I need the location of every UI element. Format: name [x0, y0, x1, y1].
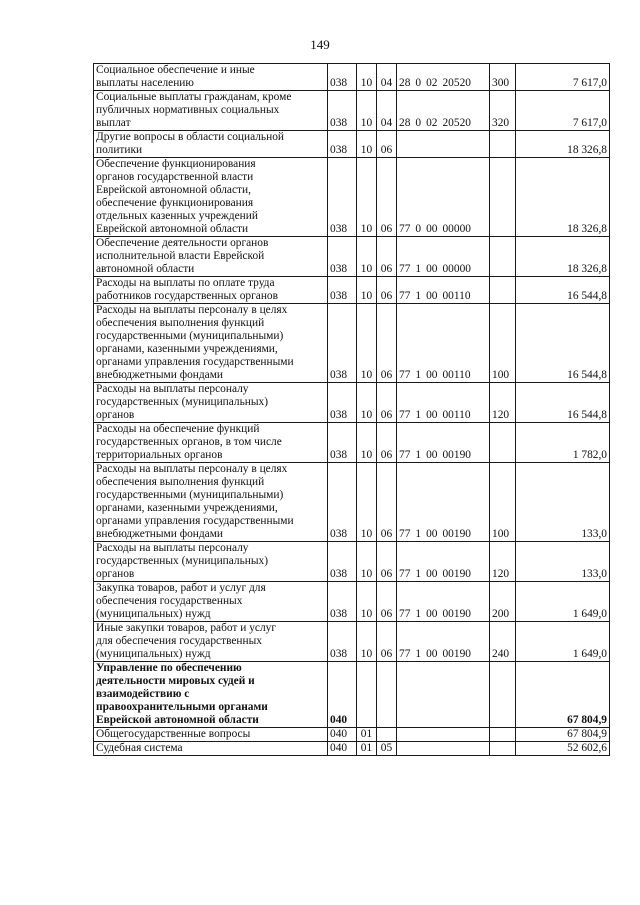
csr-code-part: 77 — [399, 528, 411, 540]
pr-code-cell: 06 — [377, 277, 397, 304]
rz-code-cell: 01 — [357, 728, 377, 742]
expense-name-line: Расходы на выплаты персоналу — [96, 542, 249, 554]
csr-code-cell — [397, 158, 490, 237]
sum-cell: 1 782,0 — [516, 423, 610, 463]
expense-name-line: Еврейской автономной области, — [96, 184, 251, 196]
expense-name-cell — [94, 304, 328, 383]
gr-code-cell: 038 — [328, 277, 357, 304]
gr-code-cell: 038 — [328, 304, 357, 383]
expense-name-line: (муниципальных) нужд — [96, 608, 211, 620]
rz-code-cell: 10 — [357, 158, 377, 237]
table-row — [94, 662, 610, 728]
gr-code-cell: 040 — [328, 662, 357, 728]
rz-code-cell: 10 — [357, 304, 377, 383]
csr-code-part: 1 — [415, 528, 422, 540]
table-row — [94, 742, 610, 756]
expense-name-line: органами, казенными учреждениями, — [96, 502, 278, 514]
expense-name-line: органами, казенными учреждениями, — [96, 343, 278, 355]
csr-code-cell — [397, 463, 490, 542]
sum-cell: 16 544,8 — [516, 304, 610, 383]
csr-code-part: 02 — [426, 117, 438, 129]
csr-code-part: 00190 — [442, 648, 471, 660]
expense-name-cell — [94, 542, 328, 582]
table-row — [94, 542, 610, 582]
gr-code-cell: 038 — [328, 131, 357, 158]
csr-code-part: 28 — [399, 117, 411, 129]
gr-code-cell: 038 — [328, 542, 357, 582]
page-number: 149 — [310, 37, 330, 52]
vr-code-cell: 320 — [490, 91, 516, 131]
csr-code-part: 00190 — [442, 528, 471, 540]
vr-code-cell — [490, 131, 516, 158]
expense-name-line: государственных (муниципальных) — [96, 555, 269, 567]
csr-code-part: 20520 — [442, 77, 471, 89]
vr-code-cell — [490, 423, 516, 463]
table-row — [94, 64, 610, 91]
expense-name-line: Обеспечение функционирования — [96, 158, 256, 170]
sum-cell: 18 326,8 — [516, 158, 610, 237]
table-row — [94, 582, 610, 622]
expense-name-line: выплаты населению — [96, 77, 194, 89]
rz-code-cell: 10 — [357, 383, 377, 423]
gr-code-cell: 038 — [328, 622, 357, 662]
expense-name-line: внебюджетными фондами — [96, 369, 224, 381]
csr-code-part: 1 — [415, 608, 422, 620]
table-row — [94, 91, 610, 131]
expense-name-line: Расходы на выплаты персоналу в целях — [96, 304, 288, 316]
expense-name-cell — [94, 64, 328, 91]
sum-cell: 133,0 — [516, 463, 610, 542]
expense-name-line: органов — [96, 409, 135, 421]
expense-name-line: государственных (муниципальных) — [96, 396, 269, 408]
csr-code-part: 00 — [426, 223, 438, 235]
vr-code-cell — [490, 728, 516, 742]
csr-code-part: 00 — [426, 608, 438, 620]
csr-code-part: 00110 — [442, 290, 471, 302]
csr-code-cell — [397, 423, 490, 463]
vr-code-cell — [490, 277, 516, 304]
pr-code-cell: 06 — [377, 463, 397, 542]
sum-cell: 67 804,9 — [516, 728, 610, 742]
expense-name-line: Обеспечение деятельности органов — [96, 237, 269, 249]
rz-code-cell: 10 — [357, 542, 377, 582]
expense-name-line: государственными (муниципальными) — [96, 489, 284, 501]
expense-name-cell — [94, 237, 328, 277]
pr-code-cell: 06 — [377, 423, 397, 463]
expense-name-cell — [94, 277, 328, 304]
table-row — [94, 463, 610, 542]
csr-code-part: 0 — [415, 77, 422, 89]
expense-name-cell — [94, 158, 328, 237]
csr-code-part: 00 — [426, 449, 438, 461]
expense-name-line: выплат — [96, 117, 131, 129]
rz-code-cell — [357, 662, 377, 728]
expense-name-line: автономной области — [96, 263, 195, 275]
expense-name-cell — [94, 742, 328, 756]
expense-name-line: работников государственных органов — [96, 290, 279, 302]
expense-name-line: Социальные выплаты гражданам, кроме — [96, 91, 292, 103]
csr-code-part: 77 — [399, 449, 411, 461]
csr-code-part: 77 — [399, 648, 411, 660]
csr-code-part: 1 — [415, 369, 422, 381]
csr-code-part: 00 — [426, 263, 438, 275]
rz-code-cell: 01 — [357, 742, 377, 756]
csr-code-part: 77 — [399, 223, 411, 235]
expense-name-cell — [94, 463, 328, 542]
pr-code-cell — [377, 728, 397, 742]
csr-code-cell — [397, 542, 490, 582]
csr-code-part: 00 — [426, 369, 438, 381]
csr-code-cell — [397, 304, 490, 383]
expense-name-line: взаимодействию с — [96, 688, 190, 700]
table-row — [94, 277, 610, 304]
expense-name-line: Расходы на выплаты персоналу в целях — [96, 463, 288, 475]
sum-cell: 52 602,6 — [516, 742, 610, 756]
vr-code-cell: 300 — [490, 64, 516, 91]
table-row — [94, 622, 610, 662]
expense-name-cell — [94, 383, 328, 423]
expense-name-line: исполнительной власти Еврейской — [96, 250, 265, 262]
csr-code-cell — [397, 131, 490, 158]
expense-name-line: обеспечения государственных — [96, 595, 243, 607]
csr-code-part: 00 — [426, 290, 438, 302]
vr-code-cell — [490, 742, 516, 756]
expense-name-line: публичных нормативных социальных — [96, 104, 280, 116]
vr-code-cell: 120 — [490, 542, 516, 582]
expense-name-line: Иные закупки товаров, работ и услуг — [96, 622, 277, 634]
expense-name-line: Еврейской автономной области — [96, 223, 249, 235]
csr-code-cell — [397, 64, 490, 91]
expense-name-line: внебюджетными фондами — [96, 528, 224, 540]
csr-code-part: 77 — [399, 263, 411, 275]
sum-cell: 18 326,8 — [516, 237, 610, 277]
expense-name-line: Закупка товаров, работ и услуг для — [96, 582, 266, 594]
csr-code-part: 00190 — [442, 449, 471, 461]
expense-name-line: для обеспечения государственных — [96, 635, 262, 647]
expense-name-cell — [94, 582, 328, 622]
csr-code-part: 00110 — [442, 409, 471, 421]
sum-cell: 1 649,0 — [516, 582, 610, 622]
budget-table — [93, 63, 610, 756]
sum-cell: 16 544,8 — [516, 277, 610, 304]
csr-code-part: 77 — [399, 568, 411, 580]
expense-name-line: Управление по обеспечению — [96, 662, 242, 674]
csr-code-part: 00110 — [442, 369, 471, 381]
gr-code-cell: 040 — [328, 728, 357, 742]
expense-name-line: обеспечения выполнения функций — [96, 317, 265, 329]
pr-code-cell: 05 — [377, 742, 397, 756]
csr-code-cell — [397, 662, 490, 728]
sum-cell: 1 649,0 — [516, 622, 610, 662]
csr-code-part: 00190 — [442, 568, 471, 580]
vr-code-cell: 240 — [490, 622, 516, 662]
table-row — [94, 131, 610, 158]
csr-code-part: 77 — [399, 290, 411, 302]
gr-code-cell: 038 — [328, 158, 357, 237]
gr-code-cell: 038 — [328, 91, 357, 131]
expense-name-line: органами управления государственными — [96, 515, 294, 527]
rz-code-cell: 10 — [357, 582, 377, 622]
pr-code-cell: 06 — [377, 383, 397, 423]
pr-code-cell: 04 — [377, 64, 397, 91]
expense-name-line: территориальных органов — [96, 449, 223, 461]
expense-name-line: Судебная система — [96, 742, 183, 754]
expense-name-line: политики — [96, 144, 143, 156]
csr-code-part: 00 — [426, 568, 438, 580]
csr-code-part: 1 — [415, 568, 422, 580]
expense-name-line: Социальное обеспечение и иные — [96, 64, 255, 76]
pr-code-cell: 06 — [377, 304, 397, 383]
rz-code-cell: 10 — [357, 91, 377, 131]
expense-name-line: обеспечения выполнения функций — [96, 476, 265, 488]
table-row — [94, 383, 610, 423]
csr-code-part: 02 — [426, 77, 438, 89]
expense-name-cell — [94, 622, 328, 662]
csr-code-part: 77 — [399, 369, 411, 381]
vr-code-cell: 120 — [490, 383, 516, 423]
pr-code-cell: 06 — [377, 582, 397, 622]
sum-cell: 7 617,0 — [516, 91, 610, 131]
pr-code-cell: 06 — [377, 158, 397, 237]
vr-code-cell: 100 — [490, 463, 516, 542]
csr-code-cell — [397, 582, 490, 622]
expense-name-line: Другие вопросы в области социальной — [96, 131, 285, 143]
gr-code-cell: 038 — [328, 423, 357, 463]
csr-code-part: 28 — [399, 77, 411, 89]
sum-cell: 16 544,8 — [516, 383, 610, 423]
gr-code-cell: 038 — [328, 582, 357, 622]
csr-code-part: 00000 — [442, 263, 471, 275]
expense-name-cell — [94, 662, 328, 728]
vr-code-cell — [490, 662, 516, 728]
csr-code-part: 00 — [426, 528, 438, 540]
csr-code-part: 20520 — [442, 117, 471, 129]
sum-cell: 7 617,0 — [516, 64, 610, 91]
rz-code-cell: 10 — [357, 622, 377, 662]
expense-name-line: Расходы на обеспечение функций — [96, 423, 260, 435]
pr-code-cell: 06 — [377, 237, 397, 277]
csr-code-part: 00000 — [442, 223, 471, 235]
csr-code-part: 1 — [415, 449, 422, 461]
pr-code-cell: 04 — [377, 91, 397, 131]
csr-code-part: 00 — [426, 648, 438, 660]
gr-code-cell: 038 — [328, 64, 357, 91]
expense-name-line: Расходы на выплаты персоналу — [96, 383, 249, 395]
rz-code-cell: 10 — [357, 131, 377, 158]
expense-name-line: органов государственной власти — [96, 171, 254, 183]
csr-code-part: 1 — [415, 648, 422, 660]
pr-code-cell: 06 — [377, 131, 397, 158]
csr-code-part: 1 — [415, 409, 422, 421]
expense-name-line: правоохранительными органами — [96, 701, 268, 713]
sum-cell: 67 804,9 — [516, 662, 610, 728]
csr-code-part: 00190 — [442, 608, 471, 620]
expense-name-line: деятельности мировых судей и — [96, 675, 255, 687]
csr-code-cell — [397, 277, 490, 304]
gr-code-cell: 038 — [328, 463, 357, 542]
expense-name-cell — [94, 131, 328, 158]
rz-code-cell: 10 — [357, 463, 377, 542]
vr-code-cell: 100 — [490, 304, 516, 383]
gr-code-cell: 038 — [328, 237, 357, 277]
rz-code-cell: 10 — [357, 277, 377, 304]
csr-code-cell — [397, 742, 490, 756]
expense-name-line: Расходы на выплаты по оплате труда — [96, 277, 275, 289]
csr-code-cell — [397, 91, 490, 131]
gr-code-cell: 040 — [328, 742, 357, 756]
rz-code-cell: 10 — [357, 64, 377, 91]
gr-code-cell: 038 — [328, 383, 357, 423]
csr-code-cell — [397, 237, 490, 277]
expense-name-line: отдельных казенных учреждений — [96, 210, 258, 222]
rz-code-cell: 10 — [357, 423, 377, 463]
expense-name-line: (муниципальных) нужд — [96, 648, 211, 660]
csr-code-cell — [397, 622, 490, 662]
table-row — [94, 158, 610, 237]
sum-cell: 18 326,8 — [516, 131, 610, 158]
rz-code-cell: 10 — [357, 237, 377, 277]
table-row — [94, 237, 610, 277]
expense-name-cell — [94, 91, 328, 131]
table-row — [94, 423, 610, 463]
expense-name-line: Еврейской автономной области — [96, 714, 259, 726]
expense-name-cell — [94, 423, 328, 463]
csr-code-part: 77 — [399, 409, 411, 421]
csr-code-part: 1 — [415, 290, 422, 302]
sum-cell: 133,0 — [516, 542, 610, 582]
expense-name-cell — [94, 728, 328, 742]
csr-code-part: 0 — [415, 117, 422, 129]
expense-name-line: государственными (муниципальными) — [96, 330, 284, 342]
expense-name-line: государственных органов, в том числе — [96, 436, 282, 448]
csr-code-cell — [397, 383, 490, 423]
csr-code-part: 0 — [415, 223, 422, 235]
expense-name-line: обеспечение функционирования — [96, 197, 254, 209]
pr-code-cell — [377, 662, 397, 728]
vr-code-cell — [490, 158, 516, 237]
pr-code-cell: 06 — [377, 622, 397, 662]
vr-code-cell — [490, 237, 516, 277]
csr-code-cell — [397, 728, 490, 742]
vr-code-cell: 200 — [490, 582, 516, 622]
csr-code-part: 1 — [415, 263, 422, 275]
table-row — [94, 304, 610, 383]
expense-name-line: органов — [96, 568, 135, 580]
pr-code-cell: 06 — [377, 542, 397, 582]
expense-name-line: органами управления государственными — [96, 356, 294, 368]
csr-code-part: 77 — [399, 608, 411, 620]
csr-code-part: 00 — [426, 409, 438, 421]
table-row — [94, 728, 610, 742]
expense-name-line: Общегосударственные вопросы — [96, 728, 251, 740]
